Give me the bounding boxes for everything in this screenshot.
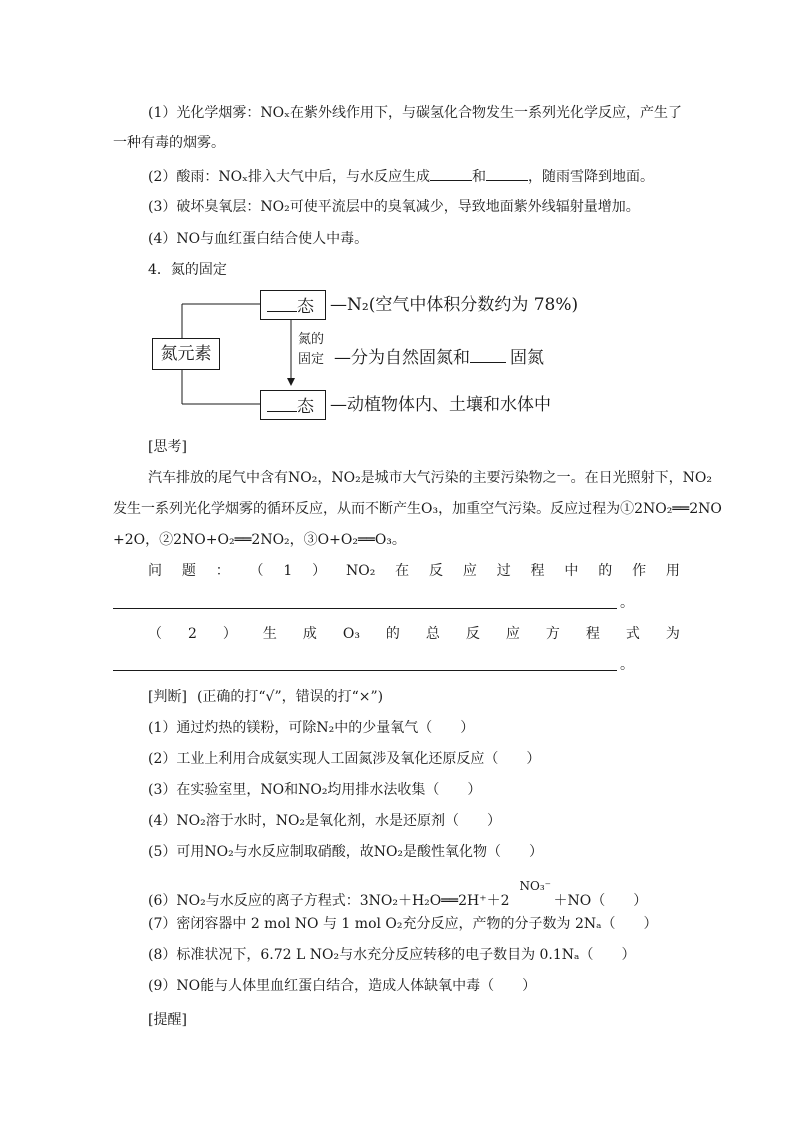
combined-state-description: —动植物体内、土壤和水体中 — [330, 395, 551, 415]
q1-part: 在 — [395, 563, 410, 579]
q2-part: 为 — [665, 626, 680, 642]
judge-item: (5）可用NO₂与水反应制取硝酸，故NO₂是酸性氧化物（ ） — [148, 844, 544, 860]
fixation-blank — [470, 342, 506, 363]
answer-2-period: 。 — [620, 657, 634, 673]
gas-state-box — [260, 290, 326, 320]
judge-heading-line — [148, 688, 383, 706]
judge-item-6-text-a: (6）NO₂与水反应的离子方程式：3NO₂＋H₂O══2H⁺＋2 — [148, 893, 510, 909]
thinking-para-line-1: 汽车排放的尾气中含有NO₂，NO₂是城市大气污染的主要污染物之一。在日光照射下，NO₂ — [148, 470, 713, 486]
q1-part: 作 — [632, 563, 647, 579]
judge-item: (4）NO₂溶于水时，NO₂是氧化剂，水是还原剂（ ） — [148, 813, 502, 829]
item-2-text-c: ，随雨雪降到地面。 — [528, 169, 655, 185]
q1-part: 1 — [283, 563, 293, 579]
item-1-line-1: (1）光化学烟雾：NOₓ在紫外线作用下，与碳氢化合物发生一系列光化学反应，产生了 — [148, 105, 683, 121]
q2-part: ） — [222, 626, 237, 642]
q1-part: 用 — [665, 563, 680, 579]
judge-item: (8）标准状况下，6.72 L NO₂与水充分反应转移的电子数目为 0.1Nₐ（ ） — [148, 947, 636, 963]
judge-item-6 — [148, 879, 648, 910]
q2-part: 反 — [465, 626, 480, 642]
question-1 — [148, 562, 680, 580]
arrow-label-line-1: 氮的 — [298, 332, 325, 347]
q2-part: 2 — [187, 626, 197, 642]
thinking-para-line-3: +2O，②2NO+O₂══2NO₂，③O+O₂══O₃。 — [113, 532, 406, 548]
combined-state-box — [260, 390, 326, 420]
fixation-text-a: —分为自然固氮和 — [334, 348, 470, 368]
thinking-heading: [思考] — [148, 439, 187, 455]
item-2-text-a: (2）酸雨：NOₓ排入大气中后，与水反应生成 — [148, 169, 431, 185]
q2-part: 式 — [625, 626, 640, 642]
judge-item: (7）密闭容器中 2 mol NO 与 1 mol O₂充分反应，产物的分子数为 2Nₐ（ ） — [148, 916, 658, 932]
q1-part: 应 — [462, 563, 477, 579]
judge-instruction: (正确的打“√”，错误的打“×”) — [196, 689, 384, 705]
q2-part: （ — [148, 626, 162, 642]
q2-part: 的 — [385, 626, 400, 642]
q2-part: 总 — [425, 626, 440, 642]
nitrogen-element-box: 氮元素 — [152, 338, 220, 370]
blank-1 — [430, 166, 472, 181]
nitrogen-fixation-diagram — [150, 286, 630, 426]
judge-item-6-text-b: ＋NO（ ） — [553, 893, 648, 909]
thinking-para-line-2: 发生一系列光化学烟雾的循环反应，从而不断产生O₃，加重空气污染。反应过程为①2NO₂══2NO — [113, 501, 722, 517]
nitrate-ion — [510, 879, 554, 905]
gas-state-description: —N₂(空气中体积分数约为 78%) — [330, 295, 579, 315]
item-1-line-2: 一种有毒的烟雾。 — [113, 135, 225, 151]
blank-2 — [486, 166, 528, 181]
q1-part: 反 — [429, 563, 444, 579]
q1-part: 程 — [530, 563, 545, 579]
state-blank-bottom — [267, 391, 297, 412]
arrow-label-line-2: 固定 — [298, 352, 325, 367]
judge-item: (2）工业上利用合成氨实现人工固氮涉及氧化还原反应（ ） — [148, 751, 541, 767]
reminder-heading: [提醒] — [148, 1012, 187, 1028]
q1-part: （ — [249, 563, 264, 579]
q2-part: 成 — [302, 626, 317, 642]
question-2 — [148, 625, 680, 643]
q2-part: 程 — [585, 626, 600, 642]
q1-part: NO₂ — [345, 563, 376, 579]
q2-part: O₃ — [342, 626, 360, 642]
judge-item: (1）通过灼热的镁粉，可除N₂中的少量氧气（ ） — [148, 720, 475, 736]
judge-item: (3）在实验室里，NO和NO₂均用排水法收集（ ） — [148, 782, 482, 798]
answer-line-2 — [113, 670, 617, 671]
item-2 — [148, 166, 654, 186]
answer-line-1 — [113, 608, 617, 609]
section-4-title: 4．氮的固定 — [148, 262, 227, 278]
answer-1-period: 。 — [620, 595, 634, 611]
q1-part: 的 — [598, 563, 613, 579]
state-suffix-bottom: 态 — [297, 397, 314, 417]
judge-item: (9）NO能与人体里血红蛋白结合，造成人体缺氧中毒（ ） — [148, 978, 537, 994]
fixation-description — [334, 342, 544, 371]
q1-part: ） — [312, 563, 327, 579]
q1-part: 中 — [564, 563, 579, 579]
item-3: (3）破坏臭氧层：NO₂可使平流层中的臭氧减少，导致地面紫外线辐射量增加。 — [148, 199, 640, 215]
q2-part: 应 — [505, 626, 520, 642]
q2-part: 方 — [545, 626, 560, 642]
state-suffix-top: 态 — [297, 297, 314, 317]
nitrate-ion-text: NO₃⁻ — [519, 879, 552, 893]
q1-part: ： — [215, 563, 230, 579]
item-2-text-b: 和 — [472, 169, 487, 185]
fixation-text-b: 固氮 — [510, 348, 544, 368]
state-blank-top — [267, 291, 297, 312]
q2-part: 生 — [262, 626, 277, 642]
judge-heading: [判断] — [148, 689, 187, 705]
q1-part: 问 — [148, 563, 162, 579]
q1-part: 题 — [181, 563, 196, 579]
item-4: (4）NO与血红蛋白结合使人中毒。 — [148, 231, 369, 247]
q1-part: 过 — [496, 563, 511, 579]
